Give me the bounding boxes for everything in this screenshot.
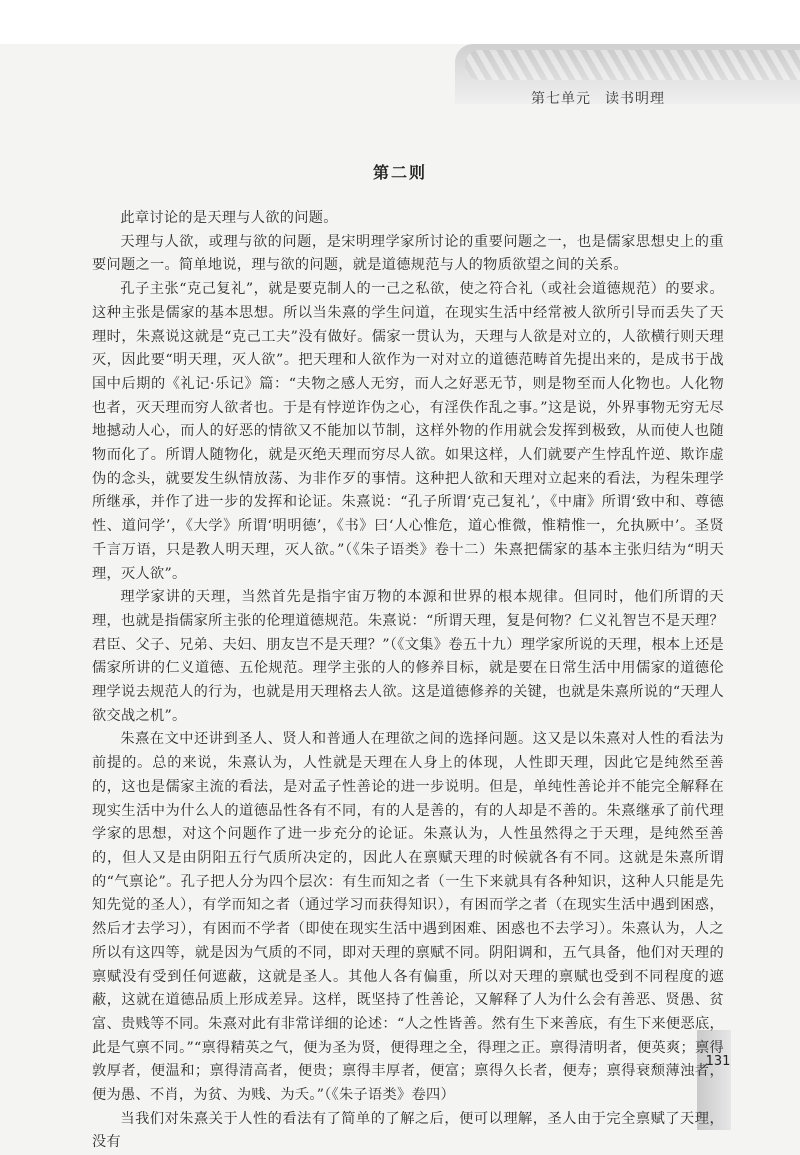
unit-title: 读书明理: [605, 91, 665, 107]
paragraph: 当我们对朱熹关于人性的看法有了简单的了解之后，便可以理解，圣人由于完全禀赋了天理，没有: [92, 1110, 724, 1151]
paragraph: 天理与人欲，或理与欲的问题，是宋明理学家所讨论的重要问题之一，也是儒家思想史上的重要问题之一。简单地说，理与欲的问题，就是道德规范与人的物质欲望之间的关系。: [92, 233, 724, 274]
paragraph: 朱熹在文中还讲到圣人、贤人和普通人在理欲之间的选择问题。这又是以朱熹对人性的看法为前提的。总的来说，朱熹认为，人性就是天理在人身上的体现，人性即天理，因此它是纯然至善的，这也是儒家主流的看法，是对孟子性善论的进一步说明。但是，单纯性善论并不能完全解释在现实生活中为什么人的道德品性各有不同，有的人是善的，有的人却是不善的。朱熹继承了前代理学家的思想，对这个问题作了进一步充分的论证。朱熹认为，人性虽然得之于天理，是纯然至善的，但人又是由阴阳五行气质所决定的，因此人在禀赋天理的时候就各有不同。这就是朱熹所谓的“气禀论”。孔子把人分为四个层次：有生而知之者（一生下来就具有各种知识，这种人只能是先知先觉的圣人），有学而知之者（通过学习而获得知识），有困而学之者（在现实生活中遇到困惑，然后才去学习），有困而不学者（即使在现实生活中遇到困难、困惑也不去学习）。朱熹认为，人之所以有这四等，就是因为气质的不同，即对天理的禀赋不同。阴阳调和，五气具备，他们对天理的禀赋没有受到任何遮蔽，这就是圣人。其他人各有偏重，所以对天理的禀赋也受到不同程度的遮蔽，这就在道德品质上形成差异。这样，既坚持了性善论，又解释了人为什么会有善恶、贤愚、贫富、贵贱等不同。朱熹对此有非常详细的论述：“人之性皆善。然有生下来善底，有生下来便恶底，此是气禀不同。”“禀得精英之气，便为圣为贤，便得理之全，得理之正。禀得清明者，便英爽；禀得敦厚者，便温和；禀得清高者，便贵；禀得丰厚者，便富；禀得久长者，便寿；禀得衰颓薄浊者，便为愚、不肖，为贫、为贱、为夭。”（《朱子语类》卷四）: [92, 731, 724, 1104]
body-text: [92, 207, 724, 1155]
header-pattern: [465, 50, 800, 80]
page-number: 131: [705, 1054, 731, 1069]
paragraph: 理学家讲的天理，当然首先是指宇宙万物的本源和世界的根本规律。但同时，他们所谓的天理，也就是指儒家所主张的伦理道德规范。朱熹说：“所谓天理，复是何物？仁义礼智岂不是天理？君臣、父子、兄弟、夫妇、朋友岂不是天理？”（《文集》卷五十九）理学家所说的天理，根本上还是儒家所讲的仁义道德、五伦规范。理学主张的人的修养目标，就是要在日常生活中用儒家的道德伦理学说去规范人的行为，也就是用天理格去人欲。这是道德修养的关键，也就是朱熹所说的“天理人欲交战之机”。: [92, 589, 724, 724]
section-title: 第二则: [372, 163, 427, 182]
page-top-margin: [0, 0, 800, 44]
running-header: [531, 88, 665, 108]
paragraph: 孔子主张“克己复礼”，就是要克制人的一己之私欲，使之符合礼（或社会道德规范）的要求。这种主张是儒家的基本思想。所以当朱熹的学生问道，在现实生活中经常被人欲所引导而丢失了天理时，朱熹说这就是“克己工夫”没有做好。儒家一贯认为，天理与人欲是对立的，人欲横行则天理灭，因此要“明天理，灭人欲”。把天理和人欲作为一对对立的道德范畴首先提出来的，是成书于战国中后期的《礼记·乐记》篇：“夫物之感人无穷，而人之好恶无节，则是物至而人化物也。人化物也者，灭天理而穷人欲者也。于是有悖逆诈伪之心，有淫佚作乱之事。”这是说，外界事物无穷无尽地撼动人心，而人的好恶的情欲又不能加以节制，这样外物的作用就会发挥到极致，从而使人也随物而化了。所谓人随物化，就是灭绝天理而穷尽人欲。如果这样，人们就要产生悖乱忤逆、欺诈虚伪的念头，就要发生纵情放荡、为非作歹的事情。这种把人欲和天理对立起来的看法，为程朱理学所继承，并作了进一步的发挥和论证。朱熹说：“孔子所谓‘克己复礼’，《中庸》所谓‘致中和、尊德性、道问学’，《大学》所谓‘明明德’，《书》曰‘人心惟危，道心惟微，惟精惟一，允执厥中’。圣贤千言万语，只是教人明天理，灭人欲。”（《朱子语类》卷十二）朱熹把儒家的基本主张归结为“明天理，灭人欲”。: [92, 281, 724, 582]
unit-label: 第七单元: [531, 91, 591, 107]
paragraph: 此章讨论的是天理与人欲的问题。: [120, 210, 338, 226]
